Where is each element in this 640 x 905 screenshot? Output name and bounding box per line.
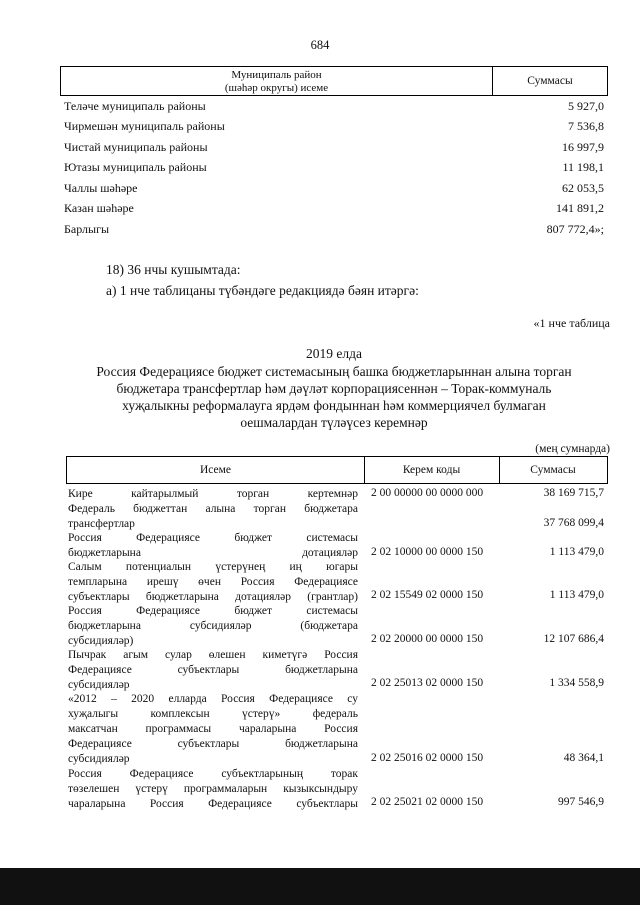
row-amount: 38 169 715,7 xyxy=(543,487,604,499)
row-name: Казан шәһәре xyxy=(64,201,134,215)
row-amount: 997 546,9 xyxy=(558,796,604,808)
top-table-header-sum: Суммасы xyxy=(527,75,573,87)
header-amount: Суммасы xyxy=(530,464,576,476)
table-row xyxy=(64,182,604,198)
row-name-line: темпларына ирешү өчен Россия Федерациясе xyxy=(68,576,358,588)
row-name-line: «2012 – 2020 елларда Россия Федерациясе су xyxy=(68,693,358,705)
row-amount: 1 113 479,0 xyxy=(549,589,604,601)
row-name-line: Пычрак агым сулар өлешен киметүгә Россия xyxy=(68,649,358,661)
row-name-line: субсидияләр xyxy=(68,679,130,691)
unit-note: (мең сумнарда) xyxy=(535,443,610,455)
title-year: 2019 елда xyxy=(306,346,362,361)
title-line: Россия Федерациясе бюджет системасының башка бюджетларыннан алына торган xyxy=(96,364,572,379)
row-amount: 48 364,1 xyxy=(563,752,604,764)
table-row xyxy=(64,100,604,116)
header-name: Исеме xyxy=(67,457,365,483)
row-name: Барлыгы xyxy=(64,222,110,236)
row-code: 2 02 10000 00 0000 150 xyxy=(371,546,484,558)
top-header-line2: (шәһәр округы) исеме xyxy=(224,82,329,94)
row-code: 2 00 00000 00 0000 000 xyxy=(371,487,484,499)
row-name-line: максатчан программасы чараларына Россия xyxy=(68,723,358,735)
row-code: 2 02 25016 02 0000 150 xyxy=(371,752,484,764)
header-code: Керем коды xyxy=(364,457,500,483)
row-code: 2 02 25013 02 0000 150 xyxy=(371,677,484,689)
row-name-line: трансфертлар xyxy=(68,518,135,530)
title-line: хуҗалыкны реформалауга ярдәм фондыннан һәм коммерциячел булмаган xyxy=(122,398,546,413)
row-name: Чистай муниципаль районы xyxy=(64,140,208,154)
row-name xyxy=(68,692,358,767)
table-row xyxy=(64,120,604,136)
table-reference: «1 нче таблица xyxy=(533,316,610,330)
table-row xyxy=(64,161,604,177)
row-name-line: субсидияләр xyxy=(68,753,130,765)
row-name-line: Россия Федерациясе бюджет системасы xyxy=(68,605,358,617)
row-name-line: Салым потенциалын үстерүнең иң югары xyxy=(68,561,358,573)
row-name xyxy=(68,531,358,561)
row-name: Чирмешән муниципаль районы xyxy=(64,119,225,133)
top-table-header-name xyxy=(61,67,493,95)
row-code: 2 02 25021 02 0000 150 xyxy=(371,796,484,808)
row-name xyxy=(68,767,358,812)
row-value: 807 772,4»; xyxy=(546,222,604,236)
row-name-line: Федераль бюджеттан алына торган бюджетара xyxy=(68,503,358,515)
row-name xyxy=(68,648,358,693)
row-value: 5 927,0 xyxy=(568,99,604,113)
row-amount: 12 107 686,4 xyxy=(543,633,604,645)
row-name xyxy=(68,502,358,532)
paragraph-2: а) 1 нче таблицаны түбәндәге редакциядә бәян итәргә: xyxy=(106,283,419,298)
row-name-line: субъектлары бюджетларына дотацияләр (грантлар) xyxy=(68,591,358,603)
row-name-line: Федерациясе субъектлары бюджетларына xyxy=(68,664,358,676)
row-name: Чаллы шәһәре xyxy=(64,181,138,195)
table-row xyxy=(64,202,604,218)
row-value: 141 891,2 xyxy=(556,201,604,215)
row-code: 2 02 15549 02 0000 150 xyxy=(371,589,484,601)
row-name-line: бюджетларына дотацияләр xyxy=(68,547,358,559)
row-value: 11 198,1 xyxy=(562,160,604,174)
row-amount: 1 113 479,0 xyxy=(549,546,604,558)
row-value: 16 997,9 xyxy=(562,140,604,154)
row-value: 7 536,8 xyxy=(568,119,604,133)
row-name xyxy=(68,487,358,502)
page-number: 684 xyxy=(310,38,330,52)
table-row xyxy=(64,141,604,157)
row-amount: 1 334 558,9 xyxy=(549,677,604,689)
row-name xyxy=(68,560,358,605)
row-name-line: Россия Федерациясе субъектларының торак xyxy=(68,768,358,780)
row-name-line: чараларына Россия Федерациясе субъектлары xyxy=(68,798,358,810)
table-row-total xyxy=(64,223,604,239)
row-value: 62 053,5 xyxy=(562,181,604,195)
row-name-line: Россия Федерациясе бюджет системасы xyxy=(68,532,358,544)
top-table-header xyxy=(60,66,608,96)
row-name: Ютазы муниципаль районы xyxy=(64,160,207,174)
row-name-line: Федерациясе субъектлары бюджетларына xyxy=(68,738,358,750)
top-header-line1: Муниципаль район xyxy=(231,69,322,81)
row-code: 2 02 20000 00 0000 150 xyxy=(371,633,484,645)
row-name-line: хуҗалыгы комплексын үстерү» федераль xyxy=(68,708,358,720)
row-name-line: бюджетларына субсидияләр (бюджетара xyxy=(68,620,358,632)
row-name-line: субсидияләр) xyxy=(68,635,134,647)
scan-bottom-border xyxy=(0,868,640,905)
row-name: Теләче муниципаль районы xyxy=(64,99,206,113)
main-table-header xyxy=(66,456,608,484)
title-line: оешмалардан түләүсез керемнәр xyxy=(240,415,428,430)
row-name xyxy=(68,604,358,649)
paragraph-1: 18) 36 нчы кушымтада: xyxy=(106,262,241,277)
row-name-line: Кире кайтарылмый торган кертемнәр xyxy=(68,488,358,500)
row-amount: 37 768 099,4 xyxy=(543,517,604,529)
row-name-line: төзелешен үстерү программаларын кызыксындыру xyxy=(68,783,358,795)
title-line: бюджетара трансфертлар һәм дәүләт корпорациясеннән – Торак-коммуналь xyxy=(116,381,552,396)
